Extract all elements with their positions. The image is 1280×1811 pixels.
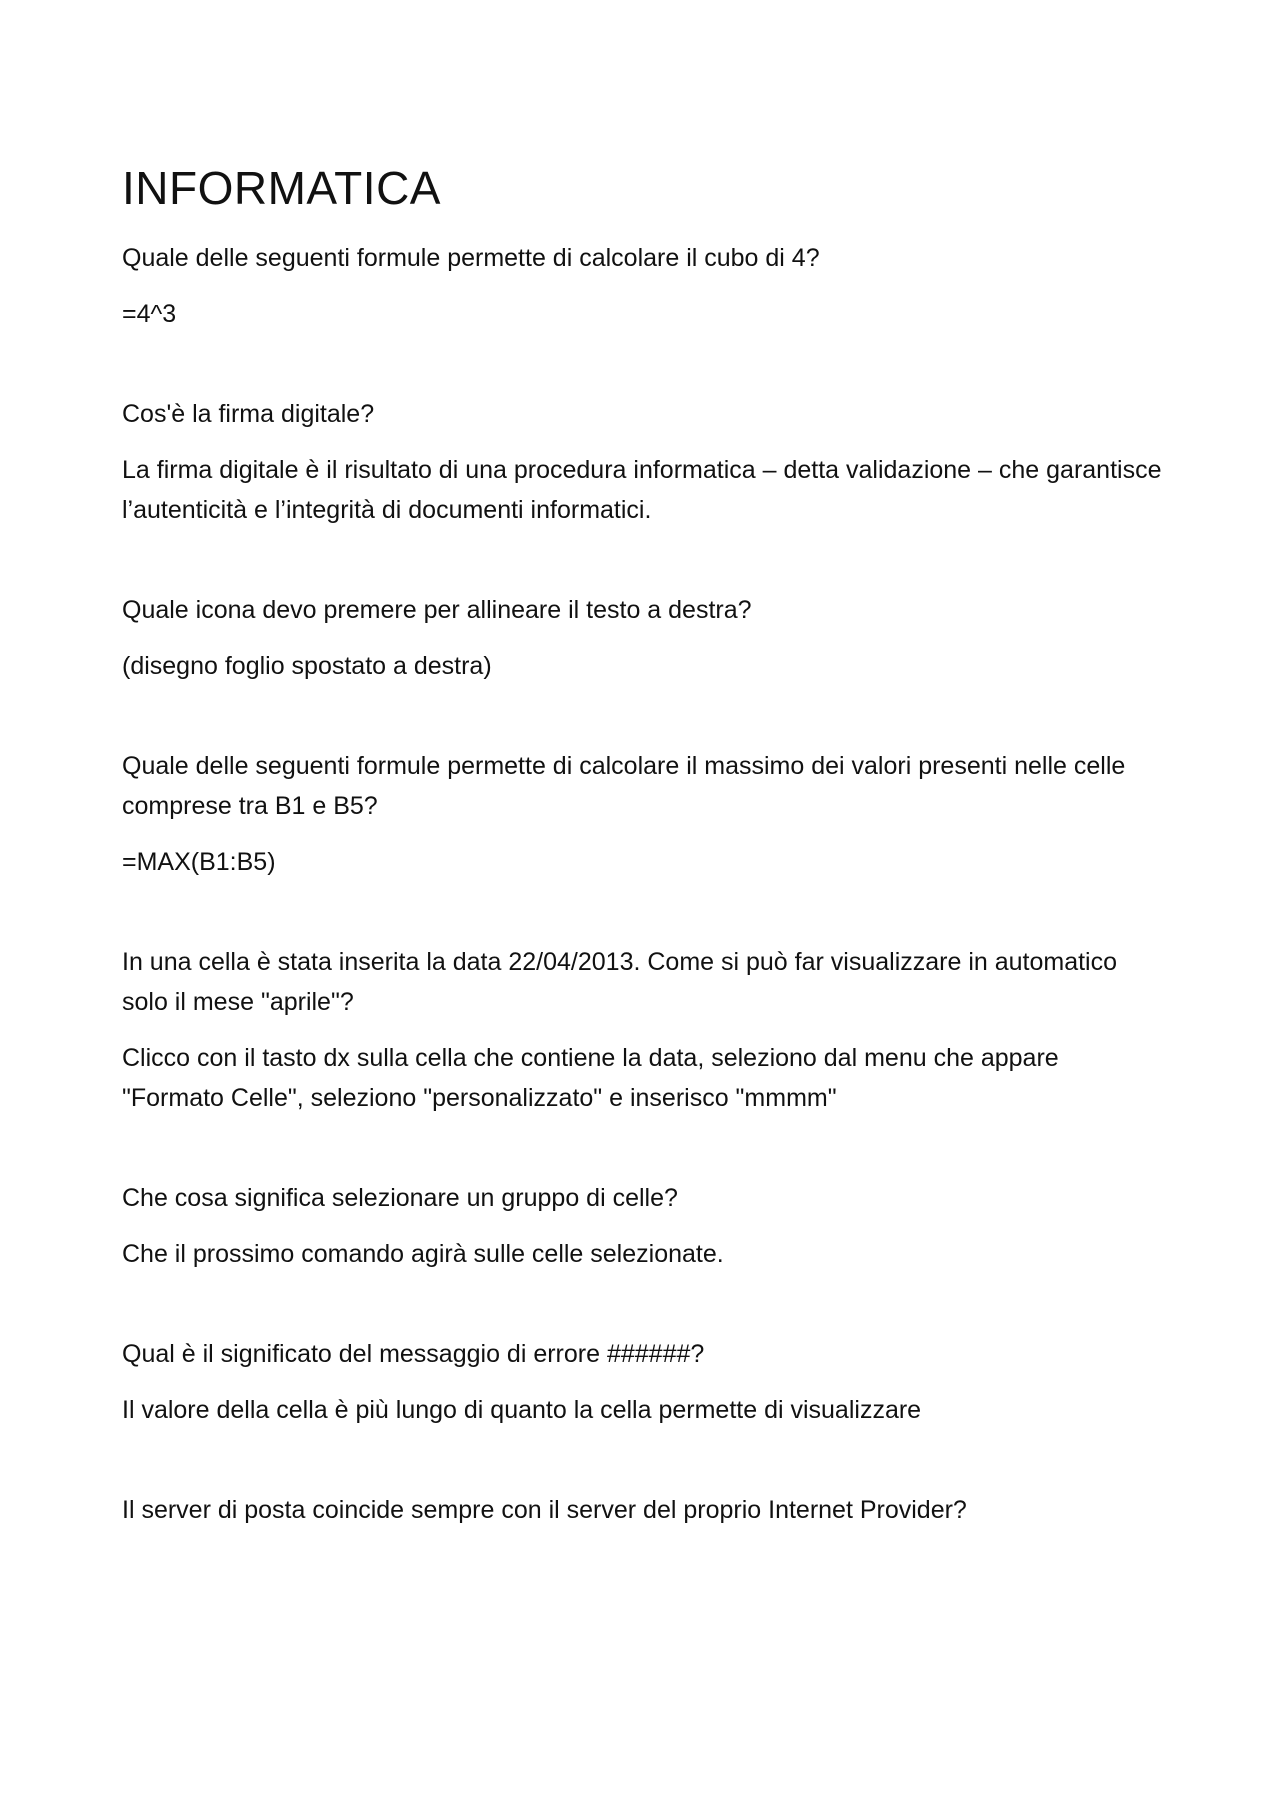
answer-text: Che il prossimo comando agirà sulle celle selezionate.	[122, 1240, 724, 1268]
question-text: Quale delle seguenti formule permette di calcolare il cubo di 4?	[122, 244, 820, 272]
qa-item	[122, 238, 1162, 334]
answer-text: Clicco con il tasto dx sulla cella che contiene la data, seleziono dal menu che appare "Formato Celle", seleziono "personalizzato" e inserisco "mmmm"	[122, 1044, 1059, 1112]
qa-item	[122, 1178, 1162, 1274]
qa-item	[122, 394, 1162, 530]
question-text: Che cosa significa selezionare un gruppo di celle?	[122, 1184, 678, 1212]
answer-text: =4^3	[122, 300, 177, 328]
qa-item	[122, 1490, 1162, 1530]
document-title: INFORMATICA	[122, 162, 441, 214]
answer-text: =MAX(B1:B5)	[122, 848, 276, 876]
question-text: Quale delle seguenti formule permette di calcolare il massimo dei valori presenti nelle celle comprese tra B1 e B5?	[122, 752, 1126, 820]
question-text: In una cella è stata inserita la data 22/04/2013. Come si può far visualizzare in automatico solo il mese "aprile"?	[122, 948, 1118, 1016]
answer-text: La firma digitale è il risultato di una procedura informatica – detta validazione – che garantisce l’autenticità e l’integrità di documenti informatici.	[122, 456, 1162, 524]
question-text: Qual è il significato del messaggio di errore ######?	[122, 1340, 705, 1368]
document-page	[122, 160, 1162, 1590]
answer-text: (disegno foglio spostato a destra)	[122, 652, 492, 680]
question-text: Quale icona devo premere per allineare il testo a destra?	[122, 596, 752, 624]
qa-item	[122, 1334, 1162, 1430]
question-text: Il server di posta coincide sempre con il server del proprio Internet Provider?	[122, 1496, 967, 1524]
answer-text: Il valore della cella è più lungo di quanto la cella permette di visualizzare	[122, 1396, 922, 1424]
question-text: Cos'è la firma digitale?	[122, 400, 375, 428]
qa-item	[122, 942, 1162, 1118]
qa-item	[122, 590, 1162, 686]
qa-item	[122, 746, 1162, 882]
